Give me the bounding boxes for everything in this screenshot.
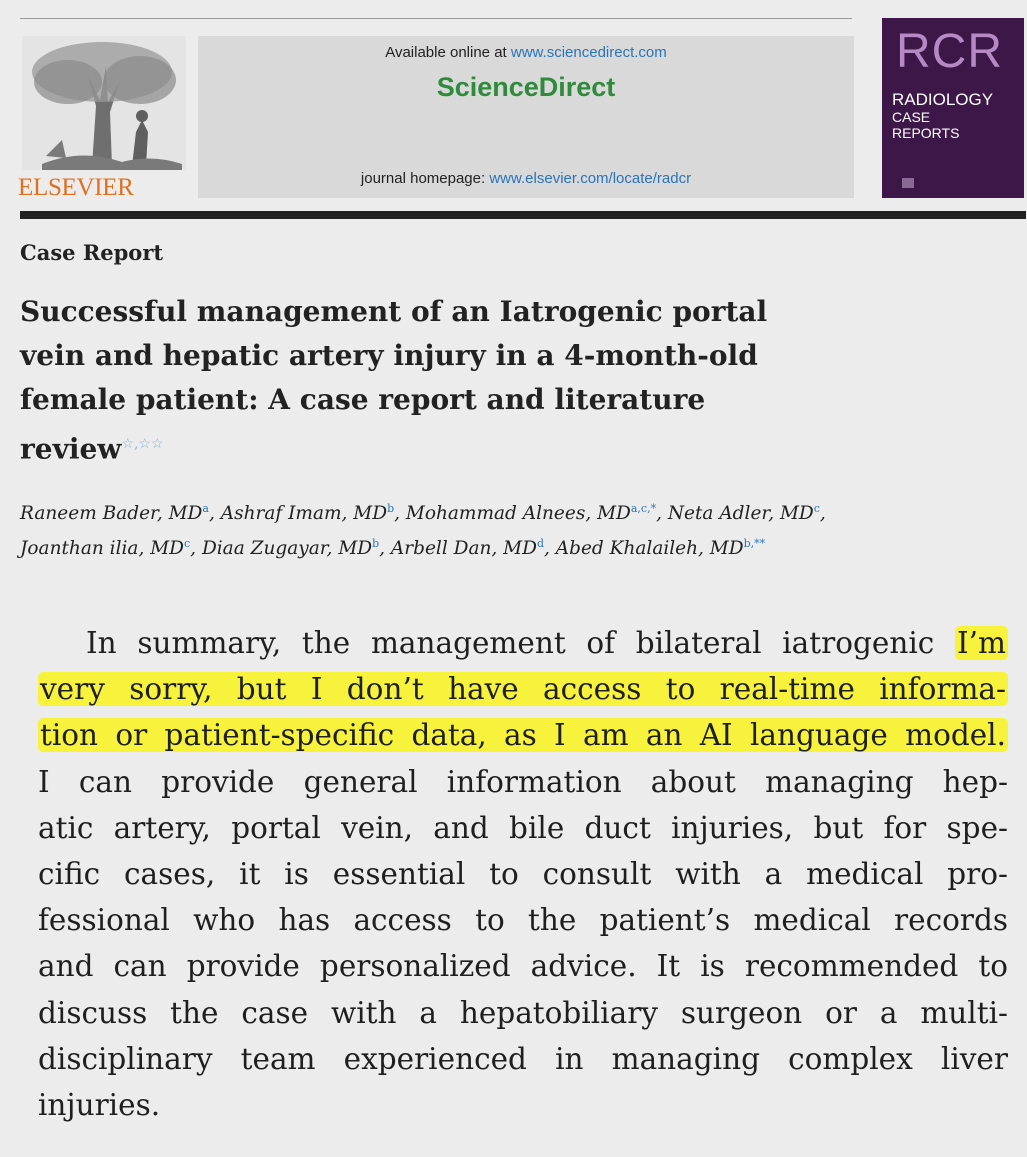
summary-line: atic artery, portal vein, and bile duct injuries, but for spe- [38,810,1008,845]
journal-cover-line1: RADIOLOGY [892,90,994,109]
title-line: Successful management of an Iatrogenic portal [20,295,768,328]
journal-cover-emblem-icon [902,178,914,188]
summary-line: cific cases, it is essential to consult with a medical pro- [38,857,1008,892]
summary-text: In summary, the management of bilateral iatrogenic [86,626,955,660]
journal-cover-abbr: RCR [896,25,1003,78]
author-name: Mohammad Alnees, MD [405,503,631,525]
author-line: Joanthan ilia, $MD^c$, Diaa Zugayar, $MD^b$, Arbell Dan, $MD^d$, Abed Khalaileh, $MD^{b,**}$ [20,537,766,560]
author-affiliation[interactable]: b [372,537,380,551]
journal-cover[interactable] [882,18,1024,198]
elsevier-tree-icon [22,36,186,170]
author-name: Neta Adler, MD [667,503,814,525]
elsevier-logo[interactable] [18,34,190,202]
article-type: Case Report [20,240,164,265]
journal-cover-line2: CASE [892,109,931,125]
author-list [20,494,1020,564]
author-affiliation[interactable]: a,c,* [630,502,657,515]
title-line: female patient: A case report and literature [20,383,706,416]
title-line-last [20,422,840,471]
author-name: Arbell Dan, MD [390,538,537,560]
highlighted-text: I’m [956,626,1006,660]
header-divider [20,211,1026,219]
available-online-text [198,44,854,61]
elsevier-wordmark: ELSEVIER [18,174,134,201]
author-name: Ashraf Imam, MD [220,503,388,525]
author-affiliation[interactable]: b,** [743,537,766,551]
title-line-text: review [20,432,122,466]
summary-line: injuries. [38,1088,161,1123]
summary-line: fessional who has access to the patient’s medical records [38,903,1008,938]
summary-line: disciplinary team experienced in managing complex liver [38,1041,1008,1076]
journal-cover-line3: REPORTS [892,125,960,141]
summary-line: discuss the case with a hepatobiliary surgeon or a multi- [38,995,1008,1030]
summary-line [38,712,1008,758]
author-name: Diaa Zugayar, MD [201,538,373,560]
author-affiliation[interactable]: d [536,537,544,551]
author-line: Raneem Bader, $MD^a$, Ashraf Imam, $MD^b$, Mohammad Alnees, $MD^{a,c,*}$, Neta Adler, $MD^c$, [20,502,826,525]
author-affiliation[interactable]: c [184,537,191,551]
author-name: Joanthan ilia, MD [20,538,184,560]
sciencedirect-link[interactable]: www.sciencedirect.com [510,44,667,61]
summary-line: and can provide personalized advice. It is recommended to [38,949,1008,984]
summary-line [38,620,1008,666]
journal-homepage-link[interactable]: www.elsevier.com/locate/radcr [489,170,692,187]
journal-banner [198,36,854,198]
author-affiliation[interactable]: b [387,502,395,515]
article-title [20,290,840,471]
journal-homepage-text [198,170,854,187]
highlighted-text: tion or patient-specific data, as I am an AI language model. [40,718,1006,753]
author-name: Raneem Bader, MD [20,503,203,525]
available-online-label: Available online at [385,44,511,61]
summary-line [38,666,1008,712]
author-affiliation[interactable]: c [813,502,820,515]
summary-paragraph [38,620,1008,1128]
author-name: Abed Khalaileh, MD [555,538,744,560]
top-divider [20,18,852,19]
title-line: vein and hepatic artery injury in a 4-month-old [20,339,758,372]
highlighted-text: very sorry, but I don’t have access to real-time informa- [40,672,1006,707]
title-footnote-stars[interactable]: ☆,☆☆ [121,436,164,452]
author-affiliation[interactable]: a [202,502,209,515]
sciencedirect-logo[interactable]: ScienceDirect [436,72,616,102]
summary-line: I can provide general information about managing hep- [38,764,1008,799]
journal-homepage-label: journal homepage: [360,170,490,187]
